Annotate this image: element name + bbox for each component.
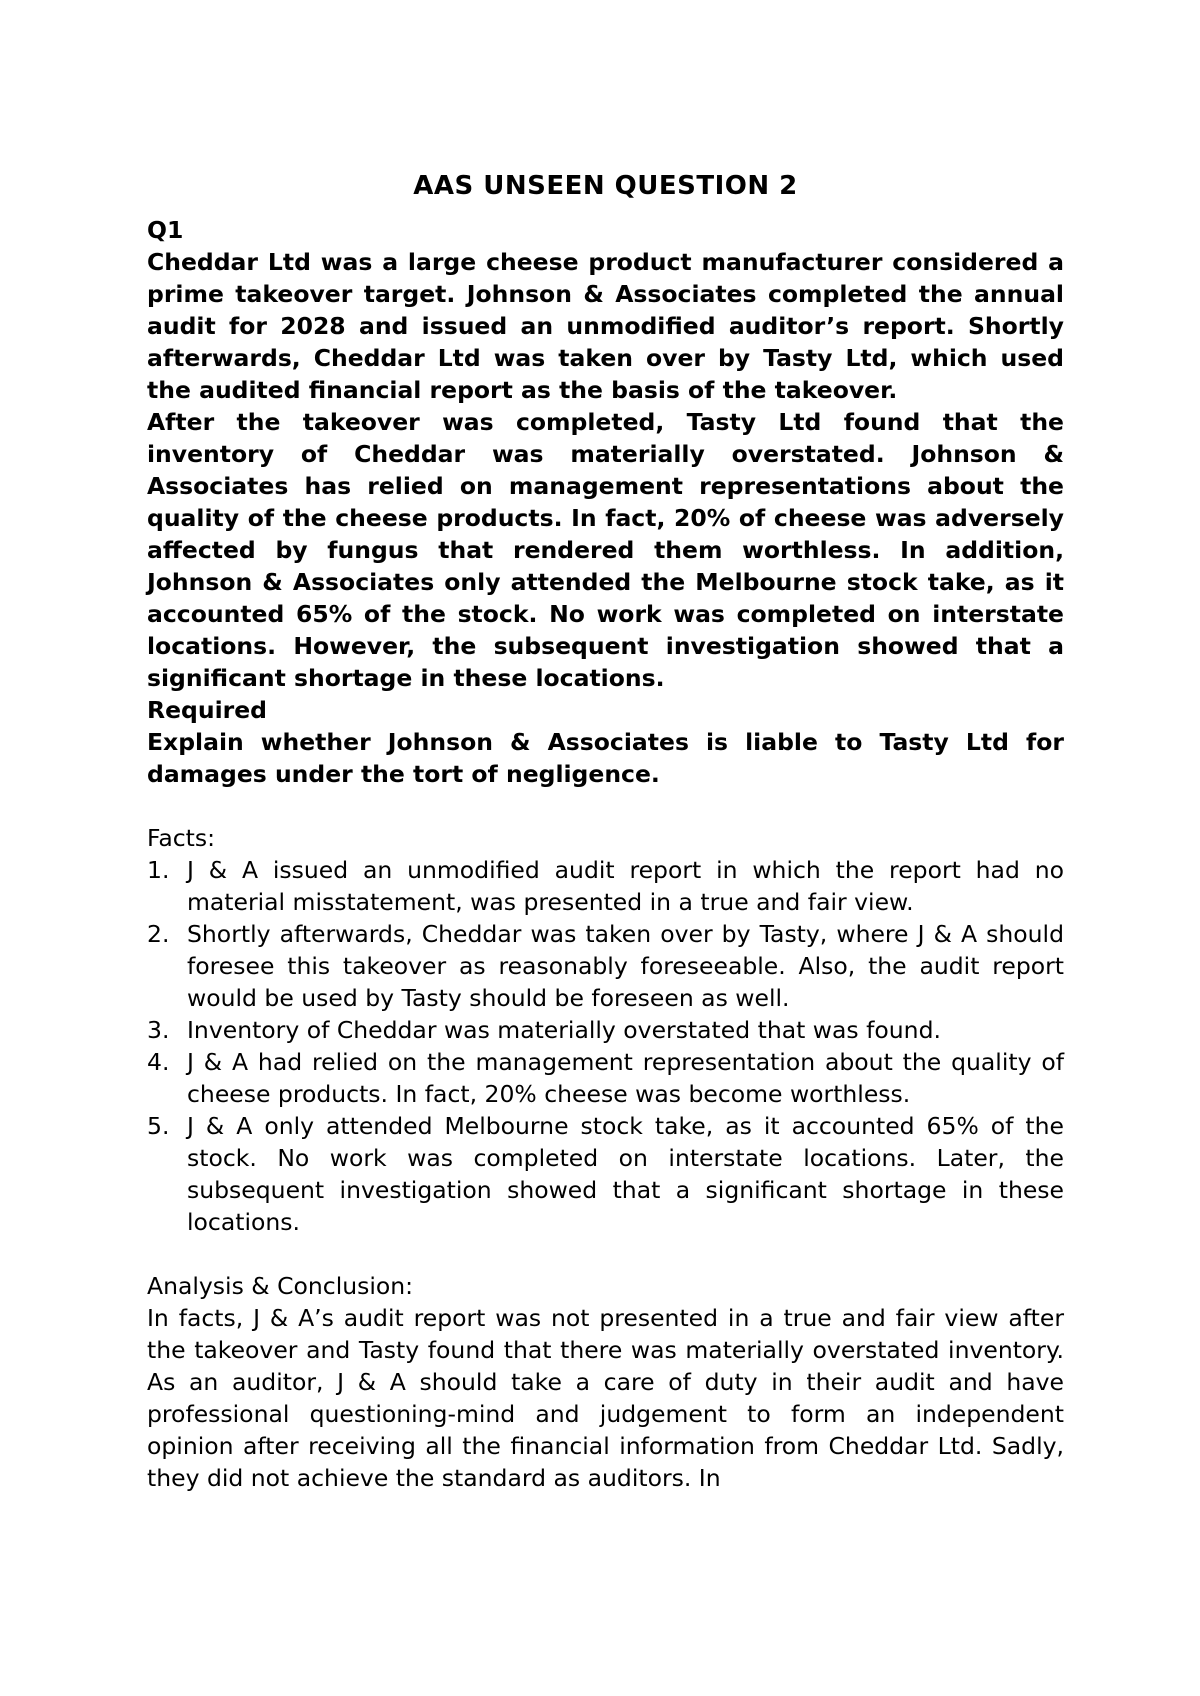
list-item-text: J & A only attended Melbourne stock take, as it accounted 65% of the stock. No work was completed on interstate locations. Later, the subsequent investigation showed that a significant shortage in these locations. bbox=[187, 1112, 1064, 1236]
list-item bbox=[147, 1014, 1064, 1046]
list-item-number: 5. bbox=[147, 1112, 170, 1140]
question-block bbox=[147, 214, 1064, 790]
list-item-text: J & A issued an unmodified audit report in which the report had no material misstatement, was presented in a true and fair view. bbox=[187, 856, 1064, 916]
facts-list bbox=[147, 854, 1064, 1238]
question-label: Q1 bbox=[147, 216, 184, 244]
list-item bbox=[147, 1110, 1064, 1238]
analysis-text: In facts, J & A’s audit report was not presented in a true and fair view after the takeover and Tasty found that there was materially overstated inventory. As an auditor, J & A should take a care of duty in their audit and have professional questioning-mind and judgement to form an independent opinion after receiving all the financial information from Cheddar Ltd. Sadly, they did not achieve the standard as auditors. In bbox=[147, 1304, 1064, 1492]
spacer bbox=[147, 1238, 1064, 1270]
list-item-text: Inventory of Cheddar was materially overstated that was found. bbox=[187, 1016, 941, 1044]
list-item bbox=[147, 918, 1064, 1014]
required-text: Explain whether Johnson & Associates is liable to Tasty Ltd for damages under the tort of negligence. bbox=[147, 728, 1064, 788]
spacer bbox=[147, 790, 1064, 822]
list-item-number: 3. bbox=[147, 1016, 170, 1044]
analysis-heading: Analysis & Conclusion: bbox=[147, 1272, 414, 1300]
list-item-number: 1. bbox=[147, 856, 170, 884]
list-item bbox=[147, 854, 1064, 918]
required-label: Required bbox=[147, 696, 267, 724]
list-item bbox=[147, 1046, 1064, 1110]
facts-heading: Facts: bbox=[147, 824, 216, 852]
question-paragraph-1: Cheddar Ltd was a large cheese product manufacturer considered a prime takeover target. Johnson & Associates completed the annual audit for 2028 and issued an unmodified auditor’s report. Shortly afterwards, Cheddar Ltd was taken over by Tasty Ltd, which used the audited financial report as the basis of the takeover. bbox=[147, 248, 1064, 404]
list-item-number: 4. bbox=[147, 1048, 170, 1076]
list-item-text: Shortly afterwards, Cheddar was taken over by Tasty, where J & A should foresee this takeover as reasonably foreseeable. Also, the audit report would be used by Tasty should be foreseen as well. bbox=[187, 920, 1064, 1012]
list-item-text: J & A had relied on the management representation about the quality of cheese products. In fact, 20% cheese was become worthless. bbox=[187, 1048, 1064, 1108]
question-paragraph-2: After the takeover was completed, Tasty Ltd found that the inventory of Cheddar was materially overstated. Johnson & Associates has relied on management representations about the quality of the cheese products. In fact, 20% of cheese was adversely affected by fungus that rendered them worthless. In addition, Johnson & Associates only attended the Melbourne stock take, as it accounted 65% of the stock. No work was completed on interstate locations. However, the subsequent investigation showed that a significant shortage in these locations. bbox=[147, 408, 1064, 692]
list-item-number: 2. bbox=[147, 920, 170, 948]
document-title: AAS UNSEEN QUESTION 2 bbox=[413, 171, 798, 201]
